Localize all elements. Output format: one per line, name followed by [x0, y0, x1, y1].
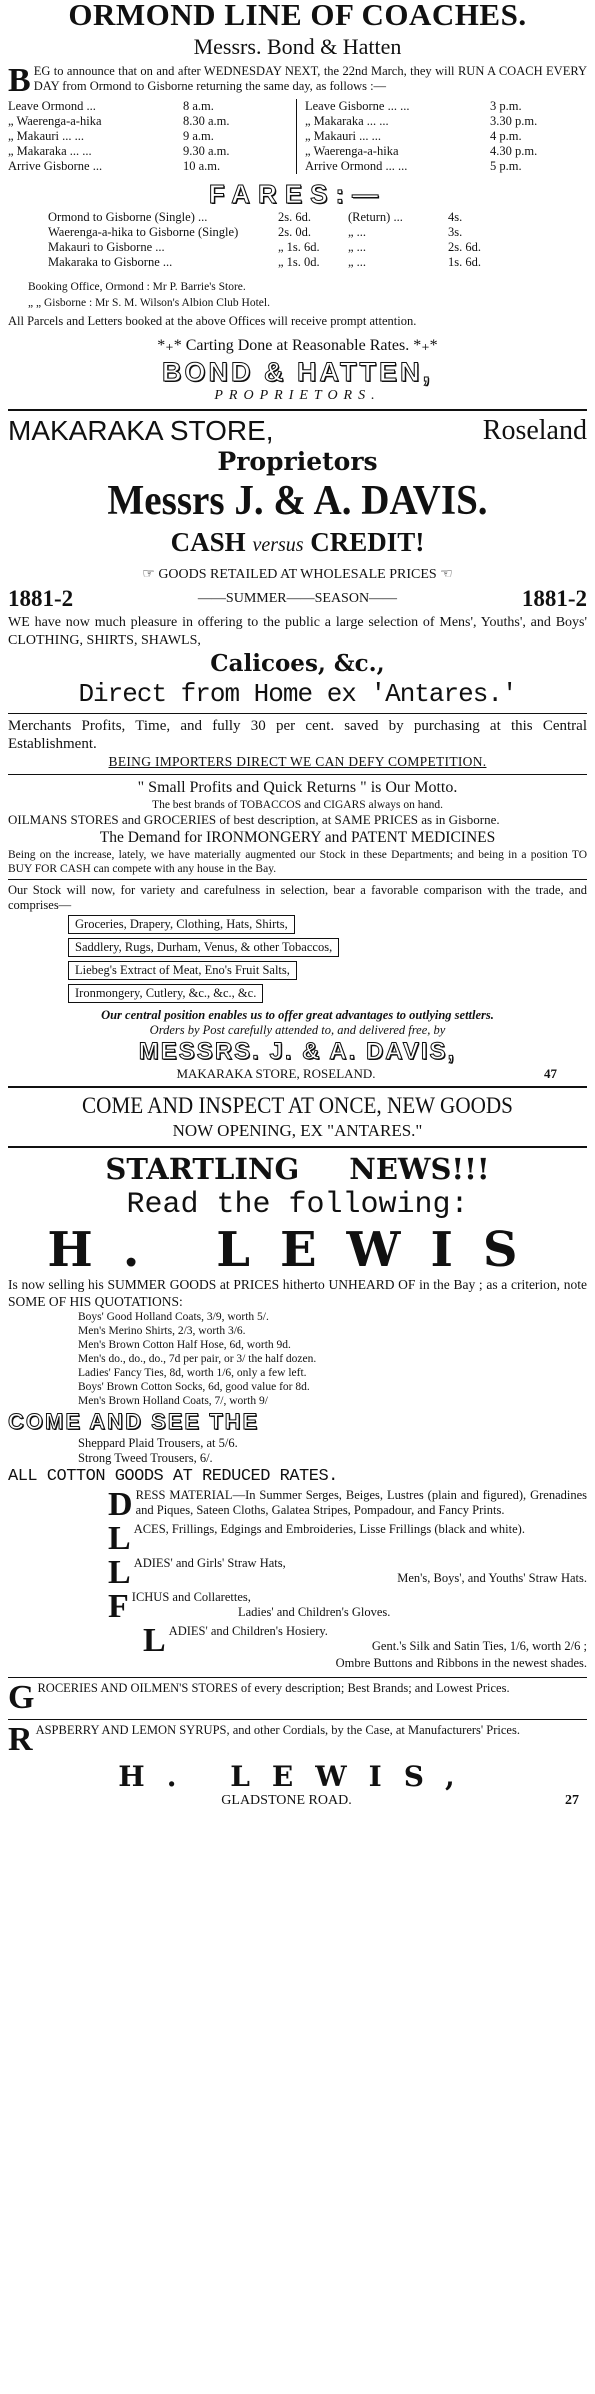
ormond-timetable: [8, 99, 587, 174]
orders-by-post: Orders by Post carefully attended to, and delivered free, by: [149, 1023, 446, 1037]
boxed-items: [8, 913, 587, 1005]
quotation: Boys' Good Holland Coats, 3/9, worth 5/.: [78, 1311, 269, 1323]
wholesale-line: ☞ GOODS RETAILED AT WHOLESALE PRICES ☜: [142, 567, 453, 582]
quotation: Men's Brown Holland Coats, 7/, worth 9/: [78, 1395, 268, 1407]
makaraka-title: MAKARAKA STORE, Roseland: [8, 415, 587, 446]
sheppard-trousers: Sheppard Plaid Trousers, at 5/6.: [78, 1436, 238, 1450]
makaraka-address: MAKARAKA STORE, ROSELAND.: [176, 1066, 376, 1081]
divider: [8, 1719, 587, 1720]
timetable-right: [297, 99, 587, 174]
divider: [8, 713, 587, 714]
ladies-hats: LADIES' and Girls' Straw Hats, Men's, Boys', and Youths' Straw Hats.: [108, 1554, 587, 1591]
lewis-advert: [8, 1152, 587, 1809]
come-inspect: COME AND INSPECT AT ONCE, NEW GOODS: [82, 1093, 513, 1118]
offer-text: WE have now much pleasure in offering to the public a large selection of Mens', Youths', and Boys' CLOTHING, SHIRTS, SHAWLS,: [8, 615, 587, 648]
quotation: Men's do., do., do., 7d per pair, or 3/ the half dozen.: [78, 1353, 317, 1365]
timetable-row: Leave Ormond ... 8 a.m.: [8, 99, 214, 113]
divider: [8, 1677, 587, 1678]
now-opening: NOW OPENING, EX "ANTARES.": [172, 1121, 423, 1140]
boxed-item: Saddlery, Rugs, Durham, Venus, & other Tobaccos,: [68, 938, 339, 957]
makaraka-name: Messrs J. & A. DAVIS.: [107, 478, 488, 524]
boxed-item: Ironmongery, Cutlery, &c., &c., &c.: [68, 984, 263, 1003]
raspberry-notice: RASPBERRY AND LEMON SYRUPS, and other Cordials, by the Case, at Manufacturers' Prices.: [8, 1721, 520, 1758]
hosiery: LADIES' and Children's Hosiery. Gent.'s Silk and Satin Ties, 1/6, worth 2/6 ;: [143, 1622, 587, 1659]
timetable-row: „ Makauri ... ... 9 a.m.: [8, 129, 214, 143]
ormond-advert: [8, 0, 587, 405]
timetable-row: „ Makaraka ... ... 3.30 p.m.: [305, 114, 538, 128]
timetable-row: „ Waerenga-a-hika 4.30 p.m.: [305, 144, 538, 158]
booking-office-ormond: Booking Office, Ormond : Mr P. Barrie's Store.: [28, 281, 246, 293]
merchants-profits: Merchants Profits, Time, and fully 30 per cent. saved by purchasing at this Central Establishment.: [8, 718, 587, 752]
timetable-row: Leave Gisborne ... ... 3 p.m.: [305, 99, 522, 113]
divider: [8, 879, 587, 880]
ormond-intro: BEG to announce that on and after WEDNESDAY NEXT, the 22nd March, they will RUN A COACH EVERY DAY from Ormond to Gisborne returning the same day, as follows :—: [8, 62, 587, 99]
oilmans-line: OILMANS STORES and GROCERIES of best description, at SAME PRICES as in Gisborne.: [8, 812, 500, 827]
demand-line: The Demand for IRONMONGERY and PATENT MEDICINES: [99, 829, 496, 846]
divider: [8, 1086, 587, 1088]
now-selling: Is now selling his SUMMER GOODS at PRICES hitherto UNHEARD OF in the Bay ; as a criterion, note SOME OF HIS QUOTATIONS:: [8, 1277, 587, 1309]
quotations-list: [8, 1310, 587, 1408]
laces: LACES, Frillings, Edgings and Embroideries, Lisse Frillings (black and white).: [108, 1520, 525, 1557]
fare-row: Waerenga-a-hika to Gisborne (Single) 2s. 0d. „ ... 3s.: [48, 225, 463, 239]
startling-news: STARTLING NEWS!!!: [105, 1152, 490, 1186]
importers-line: BEING IMPORTERS DIRECT WE CAN DEFY COMPETITION.: [108, 754, 487, 769]
timetable-row: Arrive Gisborne ... 10 a.m.: [8, 159, 221, 173]
ormond-firm: BOND & HATTEN,: [162, 357, 433, 387]
ormond-dropcap: B: [8, 62, 31, 99]
carting-notice: *₊* Carting Done at Reasonable Rates. *₊*: [157, 337, 438, 354]
fares-table: [8, 210, 587, 270]
central-position: Our central position enables us to offer great advantages to outlying settlers.: [101, 1008, 494, 1022]
advert-number: 27: [565, 1793, 579, 1808]
tweed-trousers: Strong Tweed Trousers, 6/.: [78, 1451, 213, 1465]
parcels-notice: All Parcels and Letters booked at the above Offices will receive prompt attention.: [8, 314, 417, 328]
fares-title: FARES:—: [208, 179, 387, 209]
come-and-see: COME AND SEE THE: [8, 1409, 260, 1434]
boxed-item: Liebeg's Extract of Meat, Eno's Fruit Salts,: [68, 961, 297, 980]
fichus: FICHUS and Collarettes, Ladies' and Children's Gloves.: [108, 1588, 391, 1625]
ormond-title: ORMOND LINE OF COACHES.: [68, 0, 527, 32]
makaraka-advert: [8, 415, 587, 1082]
cotton-goods: ALL COTTON GOODS AT REDUCED RATES.: [8, 1467, 338, 1486]
ormond-subtitle: Messrs. Bond & Hatten: [193, 34, 402, 59]
boxed-item: Groceries, Drapery, Clothing, Hats, Shirts,: [68, 915, 295, 934]
fare-row: Makaraka to Gisborne ... „ 1s. 0d. „ ... 1s. 6d.: [48, 255, 481, 269]
advert-number: 47: [544, 1066, 557, 1081]
lewis-name: H. LEWIS: [47, 1222, 548, 1278]
fare-row: Makauri to Gisborne ... „ 1s. 6d. „ ... 2s. 6d.: [48, 240, 481, 254]
quotation: Men's Brown Cotton Half Hose, 6d, worth 9d.: [78, 1339, 291, 1351]
timetable-row: „ Makauri ... ... 4 p.m.: [305, 129, 522, 143]
timetable-left: [8, 99, 297, 174]
makaraka-proprietors: Proprietors: [217, 447, 378, 476]
divider: [8, 1146, 587, 1148]
stock-line: Our Stock will now, for variety and carefulness in selection, bear a favorable comparison with the trade, and comprises—: [8, 883, 587, 912]
season-line: 1881-2 ——SUMMER——SEASON—— 1881-2: [8, 586, 587, 611]
direct-from-home: Direct from Home ex 'Antares.': [78, 679, 517, 709]
ormond-proprietors: PROPRIETORS.: [214, 388, 381, 403]
quotation: Men's Merino Shirts, 2/3, worth 3/6.: [78, 1325, 246, 1337]
divider: [8, 774, 587, 775]
timetable-row: „ Waerenga-a-hika 8.30 a.m.: [8, 114, 230, 128]
increase-line: Being on the increase, lately, we have materially augmented our Stock in these Departments; and being in a position TO BUY FOR CASH can compete with any house in the Bay.: [8, 849, 587, 875]
quotation: Boys' Brown Cotton Socks, 6d, good value for 8d.: [78, 1381, 310, 1393]
fare-row: Ormond to Gisborne (Single) ... 2s. 6d. (Return) ... 4s.: [48, 210, 463, 224]
calicoes: Calicoes, &c.,: [210, 650, 385, 677]
groceries-notice: GROCERIES AND OILMEN'S STORES of every description; Best Brands; and Lowest Prices.: [8, 1679, 510, 1716]
quotation: Ladies' Fancy Ties, 8d, worth 1/6, only a few left.: [78, 1367, 307, 1379]
ombre-buttons: Ombre Buttons and Ribbons in the newest shades.: [335, 1656, 587, 1670]
lewis-address: GLADSTONE ROAD.: [221, 1793, 352, 1808]
booking-office-gisborne: „ „ Gisborne : Mr S. M. Wilson's Albion Club Hotel.: [28, 297, 270, 309]
divider: [8, 409, 587, 411]
messrs-davis: MESSRS. J. & A. DAVIS,: [138, 1038, 457, 1065]
read-following: Read the following:: [126, 1188, 469, 1222]
timetable-row: „ Makaraka ... ... 9.30 a.m.: [8, 144, 230, 158]
lewis-address-row: [8, 1793, 587, 1809]
lewis-signature: H. LEWIS,: [118, 1760, 477, 1793]
motto: " Small Profits and Quick Returns " is Our Motto.: [137, 779, 458, 796]
timetable-row: Arrive Ormond ... ... 5 p.m.: [305, 159, 522, 173]
makaraka-address-row: [8, 1066, 587, 1082]
tobaccos-line: The best brands of TOBACCOS and CIGARS always on hand.: [152, 799, 443, 811]
dress-material: DRESS MATERIAL—In Summer Serges, Beiges, Lustres (plain and figured), Grenadines and Piques, Sateen Cloths, Galatea Stripes, Pompadour, and Fancy Prints.: [108, 1486, 587, 1523]
cash-versus-credit: CASH versus CREDIT!: [170, 527, 425, 557]
